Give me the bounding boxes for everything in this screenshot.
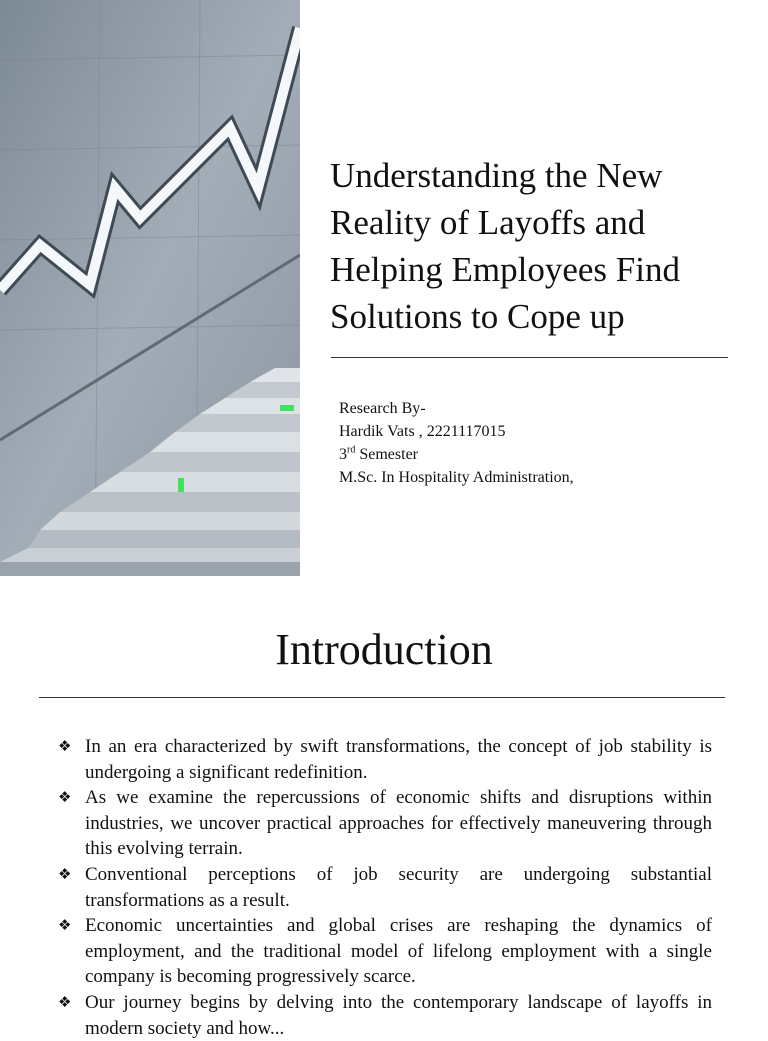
list-item: [58, 862, 712, 913]
bullet-text: Economic uncertainties and global crises are reshaping the dynamics of employment, and the traditional model of lifelong employment with a single company is becoming progressively scarce.: [85, 915, 712, 988]
presentation-title: Understanding the New Reality of Layoffs and Helping Employees Find Solutions to Cope up: [330, 156, 680, 336]
diamond-bullet-icon: ❖: [58, 864, 72, 883]
semester-ordinal-suffix: rd: [347, 444, 356, 456]
diamond-bullet-icon: ❖: [58, 992, 72, 1011]
bullet-text: In an era characterized by swift transformations, the concept of job stability is undergoing a significant redefinition.: [85, 736, 712, 783]
bullet-text: As we examine the repercussions of economic shifts and disruptions within industries, we uncover practical approaches for effectively maneuvering through this evolving terrain.: [85, 787, 712, 860]
introduction-heading: Introduction: [275, 625, 493, 674]
title-divider: [331, 357, 728, 358]
list-item: [58, 990, 712, 1041]
bullet-text: Conventional perceptions of job security are undergoing substantial transformations as a result.: [85, 863, 712, 911]
heading-divider: [39, 697, 725, 698]
list-item: [58, 734, 712, 785]
stairs-chart-illustration: [0, 0, 300, 576]
author-name-id: Hardik Vats , 2221117015: [339, 423, 506, 440]
diamond-bullet-icon: ❖: [58, 788, 72, 807]
program-name: M.Sc. In Hospitality Administration,: [339, 469, 574, 486]
stairs-growth-photo: [0, 0, 300, 576]
semester-number: 3: [339, 446, 347, 463]
semester-label: Semester: [355, 446, 418, 463]
list-item: [58, 785, 712, 862]
research-by-label: Research By-: [339, 400, 426, 417]
introduction-bullets: [58, 734, 712, 1041]
semester-line: [339, 443, 574, 466]
introduction-slide: [0, 592, 768, 1039]
bullet-text: Our journey begins by delving into the contemporary landscape of layoffs in modern society and how...: [85, 991, 712, 1039]
list-item: [58, 913, 712, 990]
research-credits: [339, 397, 574, 489]
diamond-bullet-icon: ❖: [58, 737, 72, 755]
diamond-bullet-icon: ❖: [58, 916, 72, 935]
